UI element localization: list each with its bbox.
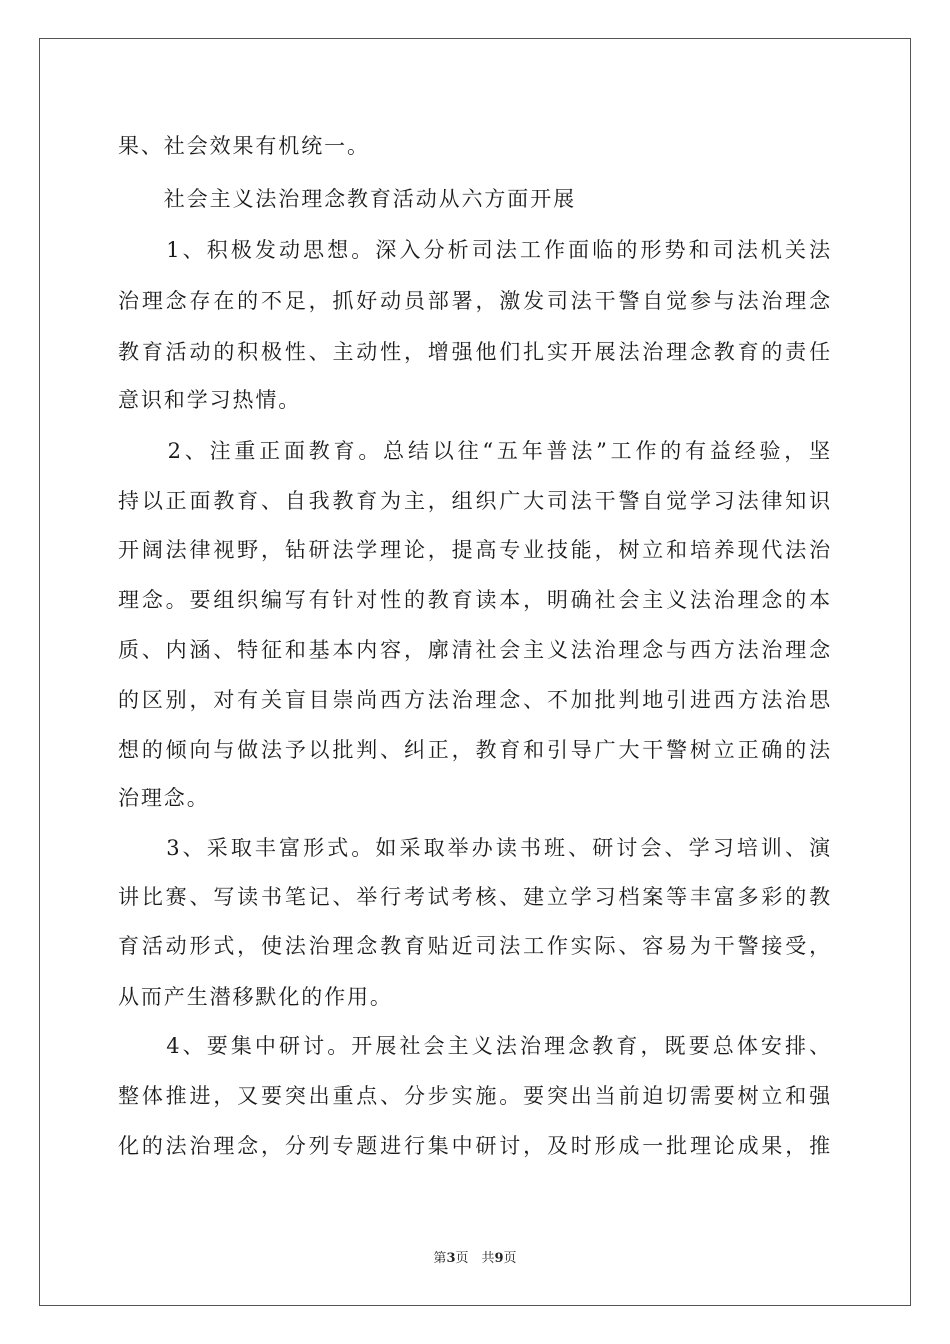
page-footer — [0, 1247, 950, 1266]
page-current-number: 3 — [446, 1251, 456, 1266]
text-line: 4、要集中研讨。开展社会主义法治理念教育，既要总体安排、 — [118, 1034, 832, 1058]
text-line: 讲比赛、写读书笔记、举行考试考核、建立学习档案等丰富多彩的教 — [118, 885, 832, 909]
text-line: 社会主义法治理念教育活动从六方面开展 — [118, 187, 576, 211]
text-line: 育活动形式，使法治理念教育贴近司法工作实际、容易为干警接受， — [118, 934, 832, 958]
text-line: 治理念。 — [118, 786, 210, 810]
text-line: 意识和学习热情。 — [118, 388, 302, 412]
text-line: 化的法治理念，分列专题进行集中研讨，及时形成一批理论成果，推 — [118, 1134, 832, 1158]
text-line: 持以正面教育、自我教育为主，组织广大司法干警自觉学习法律知识 — [118, 489, 832, 513]
page-prefix: 第 — [433, 1251, 447, 1266]
page-suffix: 页 — [503, 1251, 517, 1266]
text-line: 整体推进，又要突出重点、分步实施。要突出当前迫切需要树立和强 — [118, 1084, 832, 1108]
text-line: 从而产生潜移默化的作用。 — [118, 985, 393, 1009]
text-line: 质、内涵、特征和基本内容，廓清社会主义法治理念与西方法治理念 — [118, 638, 832, 662]
text-line: 3、采取丰富形式。如采取举办读书班、研讨会、学习培训、演 — [118, 836, 832, 860]
page-mid: 页 共 — [455, 1251, 495, 1266]
text-line: 2、注重正面教育。总结以往“五年普法”工作的有益经验，坚 — [118, 439, 832, 463]
page-border — [39, 38, 911, 1306]
text-line: 开阔法律视野，钻研法学理论，提高专业技能，树立和培养现代法治 — [118, 538, 832, 562]
text-line: 理念。要组织编写有针对性的教育读本，明确社会主义法治理念的本 — [118, 588, 832, 612]
page-total-number: 9 — [494, 1251, 504, 1266]
text-line: 教育活动的积极性、主动性，增强他们扎实开展法治理念教育的责任 — [118, 340, 832, 364]
text-line: 治理念存在的不足，抓好动员部署，激发司法干警自觉参与法治理念 — [118, 289, 832, 313]
text-line: 果、社会效果有机统一。 — [118, 134, 370, 158]
text-line: 想的倾向与做法予以批判、纠正，教育和引导广大干警树立正确的法 — [118, 738, 832, 762]
text-line: 的区别，对有关盲目崇尚西方法治理念、不加批判地引进西方法治思 — [118, 688, 832, 712]
text-line: 1、积极发动思想。深入分析司法工作面临的形势和司法机关法 — [118, 238, 832, 262]
